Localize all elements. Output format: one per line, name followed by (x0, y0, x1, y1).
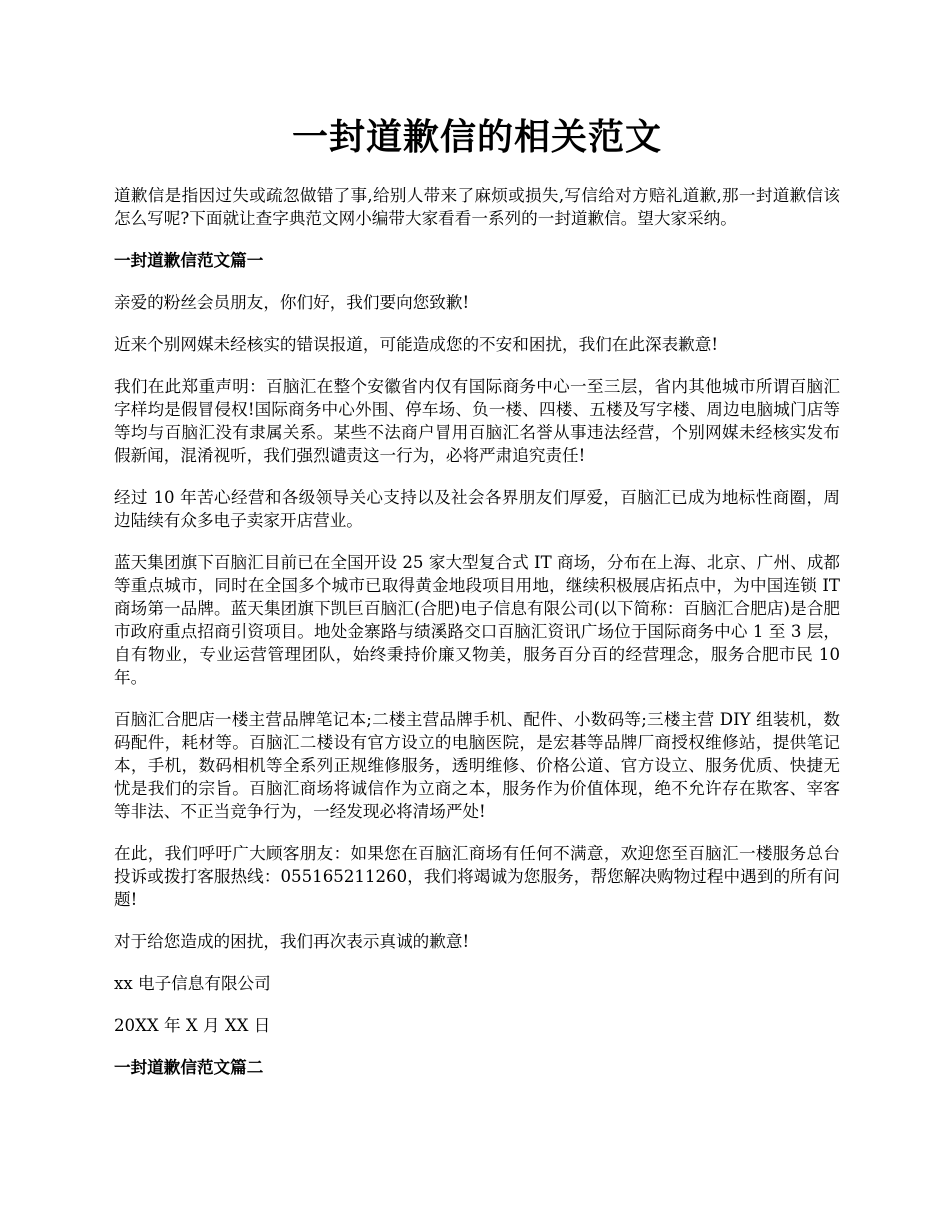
hotline-paragraph: 在此，我们呼吁广大顾客朋友：如果您在百脑汇商场有任何不满意，欢迎您至百脑汇一楼服务总台投诉或拨打客服热线：055165211260，我们将竭诚为您服务，帮您解决购物过程中遇到的所有问题! (114, 844, 840, 909)
intro-paragraph: 道歉信是指因过失或疏忽做错了事,给别人带来了麻烦或损失,写信给对方赔礼道歉,那一封道歉信该怎么写呢?下面就让查字典范文网小编带大家看看一系列的一封道歉信。望大家采纳。 (114, 186, 840, 228)
statement-paragraph: 我们在此郑重声明：百脑汇在整个安徽省内仅有国际商务中心一至三层，省内其他城市所谓百脑汇字样均是假冒侵权!国际商务中心外围、停车场、负一楼、四楼、五楼及写字楼、周边电脑城门店等等均与百脑汇没有隶属关系。某些不法商户冒用百脑汇名誉从事违法经营，个别网媒未经核实发布假新闻，混淆视听，我们强烈谴责这一行为，必将严肃追究责任! (114, 377, 840, 465)
store-floors-paragraph: 百脑汇合肥店一楼主营品牌笔记本;二楼主营品牌手机、配件、小数码等;三楼主营 DIY 组装机，数码配件，耗材等。百脑汇二楼设有官方设立的电脑医院，是宏碁等品牌厂商授权维修站，提供笔记本，手机，数码相机等全系列正规维修服务，透明维修、价格公道、官方设立、服务优质、快捷无忧是我们的宗旨。百脑汇商场将诚信作为立商之本，服务作为价值体现，绝不允许存在欺客、宰客等非法、不正当竞争行为，一经发现必将清场严处! (114, 710, 840, 821)
signature-company: xx 电子信息有限公司 (114, 974, 271, 993)
apology-paragraph: 近来个别网媒未经核实的错误报道，可能造成您的不安和困扰，我们在此深表歉意! (114, 335, 719, 354)
section-heading-1: 一封道歉信范文篇一 (114, 250, 264, 270)
signature-date: 20XX 年 X 月 XX 日 (114, 1016, 271, 1035)
history-paragraph: 经过 10 年苦心经营和各级领导关心支持以及社会各界朋友们厚爱，百脑汇已成为地标性商圈，周边陆续有众多电子卖家开店营业。 (114, 488, 840, 530)
company-paragraph: 蓝天集团旗下百脑汇目前已在全国开设 25 家大型复合式 IT 商场，分布在上海、北京、广州、成都等重点城市，同时在全国多个城市已取得黄金地段项目用地，继续积极展店拓点中，为中国连锁 IT 商场第一品牌。蓝天集团旗下凯巨百脑汇(合肥)电子信息有限公司(以下简称：百脑汇合肥店)是合肥市政府重点招商引资项目。地处金寨路与绩溪路交口百脑汇资讯广场位于国际商务中心 1 至 3 层，自有物业，专业运营管理团队，始终秉持价廉又物美，服务百分百的经营理念，服务合肥市民 10 年。 (114, 553, 840, 687)
greeting-paragraph: 亲爱的粉丝会员朋友，你们好，我们要向您致歉! (114, 293, 470, 312)
document-page (114, 112, 840, 1098)
document-title: 一封道歉信的相关范文 (291, 116, 662, 158)
closing-paragraph: 对于给您造成的困扰，我们再次表示真诚的歉意! (114, 932, 470, 951)
section-heading-2: 一封道歉信范文篇二 (114, 1057, 264, 1077)
